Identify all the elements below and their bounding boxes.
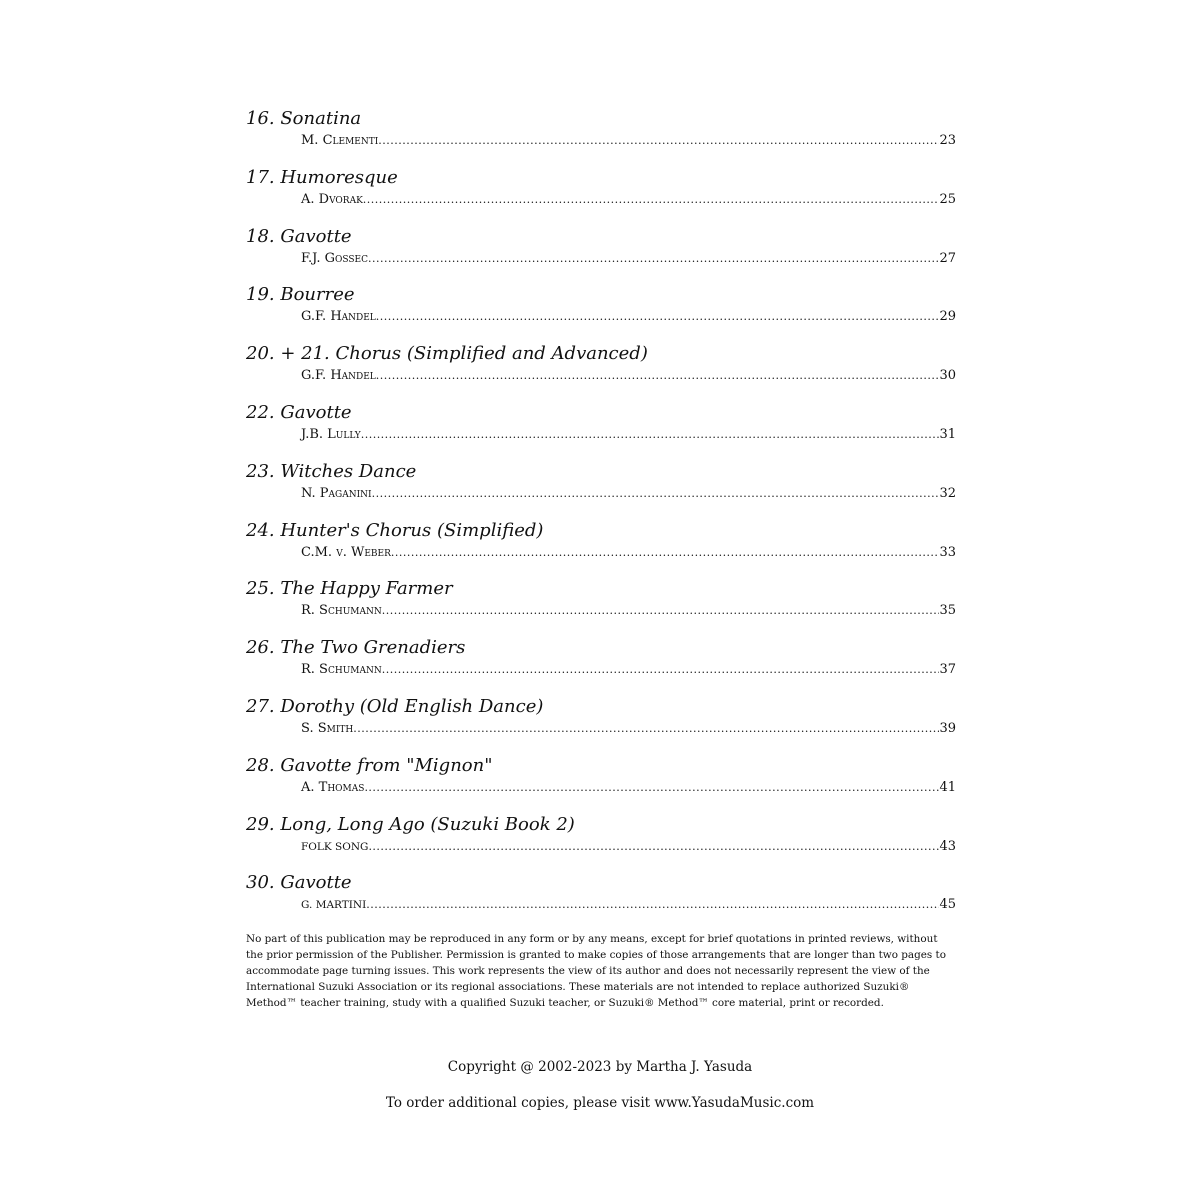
entry-line	[301, 896, 956, 914]
entry-composer: A. Thomas	[301, 779, 365, 795]
entry-title: 19. Bourree	[246, 284, 355, 306]
entry-composer: R. Schumann	[301, 603, 382, 619]
dot-leader	[376, 308, 940, 325]
toc-entry	[246, 696, 956, 755]
entry-composer: J.B. Lully	[301, 426, 361, 442]
entry-title: 23. Witches Dance	[246, 460, 417, 482]
entry-composer: M. Clementi	[301, 133, 379, 148]
entry-page-number: 37	[939, 662, 956, 678]
toc-entry	[246, 637, 956, 696]
entry-title: 29. Long, Long Ago (Suzuki Book 2)	[246, 813, 575, 835]
entry-line	[301, 191, 956, 208]
entry-title: 17. Humoresque	[246, 166, 398, 188]
dot-leader	[382, 661, 940, 678]
toc-entry	[246, 284, 956, 343]
entry-page-number: 39	[939, 720, 956, 736]
toc-entry	[246, 520, 956, 579]
entry-page-number: 45	[939, 897, 956, 913]
dot-leader	[368, 250, 939, 267]
entry-line	[301, 544, 956, 561]
dot-leader	[368, 838, 939, 855]
dot-leader	[372, 485, 940, 502]
dot-leader	[382, 602, 940, 619]
dot-leader	[376, 367, 940, 384]
dot-leader	[391, 544, 940, 561]
entry-composer: G.F. Handel	[301, 309, 376, 325]
entry-line	[301, 426, 956, 443]
dot-leader	[364, 779, 939, 796]
entry-composer: FOLK SONG	[301, 840, 369, 853]
entry-line	[301, 485, 956, 502]
entry-title: 30. Gavotte	[246, 872, 352, 894]
entry-composer: R. Schumann	[301, 662, 382, 678]
dot-leader	[363, 191, 940, 208]
entry-line	[301, 367, 956, 384]
order-info-line: To order additional copies, please visit www.YasudaMusic.com	[385, 1095, 815, 1111]
toc-entry	[246, 578, 956, 637]
toc-entry	[246, 402, 956, 461]
entry-title: 20. + 21. Chorus (Simplified and Advanced)	[246, 343, 648, 365]
entry-page-number: 35	[939, 603, 956, 619]
toc-entry	[246, 108, 956, 167]
entry-page-number: 23	[939, 133, 956, 148]
entry-page-number: 41	[939, 779, 956, 795]
entry-title: 26. The Two Grenadiers	[246, 637, 466, 659]
entry-title: 28. Gavotte from "Mignon"	[246, 754, 493, 776]
copyright-line: Copyright @ 2002-2023 by Martha J. Yasuda	[447, 1059, 753, 1075]
entry-composer: A. Dvorak	[301, 191, 363, 207]
entry-page-number: 29	[939, 309, 956, 325]
entry-line	[301, 720, 956, 737]
entry-composer: C.M. v. Weber	[301, 544, 391, 560]
dot-leader	[361, 426, 940, 443]
entry-line	[301, 779, 956, 796]
entry-title: 16. Sonatina	[246, 108, 362, 129]
entry-composer: S. Smith	[301, 720, 354, 736]
toc-entry	[246, 814, 956, 873]
entry-page-number: 27	[939, 250, 956, 266]
entry-line	[301, 308, 956, 325]
toc-entry	[246, 167, 956, 226]
entry-line	[301, 250, 956, 267]
entry-composer: N. Paganini	[301, 485, 372, 501]
entry-page-number: 33	[939, 544, 956, 560]
toc-entry	[246, 343, 956, 402]
toc-entry	[246, 755, 956, 814]
legal-notice: No part of this publication may be reproduced in any form or by any means, except for brief quotations in printed reviews, without the prior permission of the Publisher. Permission is granted to make copies of those arrangements that are longer than two pages to accommodate page turning issues. This work represents the view of its author and does not necessarily represent the view of the International Suzuki Association or its regional associations. These materials are not intended to replace authorized Suzuki® Method™ teacher training, study with a qualified Suzuki teacher, or Suzuki® Method™ core material, print or recorded.	[246, 933, 946, 1009]
entry-page-number: 30	[939, 368, 956, 384]
entry-title: 24. Hunter's Chorus (Simplified)	[246, 519, 544, 541]
entry-page-number: 43	[939, 838, 956, 854]
entry-line	[301, 132, 956, 149]
dot-leader	[366, 896, 939, 913]
toc-entry	[246, 226, 956, 285]
entry-line	[301, 838, 956, 856]
dot-leader	[353, 720, 939, 737]
entry-title: 18. Gavotte	[246, 225, 352, 247]
entry-title: 27. Dorothy (Old English Dance)	[246, 695, 544, 717]
entry-title: 25. The Happy Farmer	[246, 578, 453, 600]
toc-entry	[246, 461, 956, 520]
entry-line	[301, 661, 956, 678]
entry-title: 22. Gavotte	[246, 401, 352, 423]
entry-page-number: 32	[939, 485, 956, 501]
entry-composer: G.F. Handel	[301, 368, 376, 384]
entry-line	[301, 602, 956, 619]
entry-page-number: 25	[939, 191, 956, 207]
entry-composer: F.J. Gossec	[301, 250, 368, 266]
table-of-contents	[246, 108, 956, 931]
toc-entry	[246, 872, 956, 931]
entry-page-number: 31	[939, 426, 956, 442]
entry-composer: G. MARTINI	[301, 899, 367, 912]
dot-leader	[378, 132, 939, 149]
